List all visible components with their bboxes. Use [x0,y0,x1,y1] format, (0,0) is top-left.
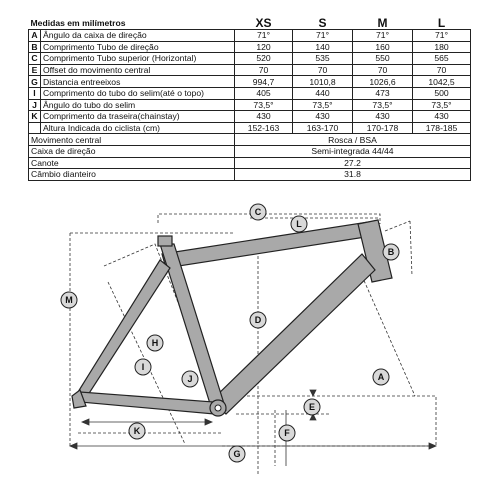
chain-stay [80,392,214,414]
row-value: 160 [353,41,413,53]
row-value: 120 [235,41,293,53]
label-a: A [377,372,385,382]
size-header-xs: XS [255,17,272,30]
row-value: 180 [413,41,471,53]
row-code [29,122,41,134]
row-value: 73,5° [235,99,293,111]
size-header-l: L [437,17,446,30]
row-value: 140 [293,41,353,53]
seat-stay [78,260,170,398]
row-code: G [29,76,41,88]
row-value: 71° [235,30,293,42]
row-value: 550 [353,53,413,65]
shared-row-value: Semi-integrada 44/44 [235,145,471,157]
label-k: K [133,426,141,436]
bottom-bracket-axle [215,405,221,411]
frame-geometry-diagram [0,196,500,481]
row-value: 440 [293,87,353,99]
table-row-shared [29,157,471,169]
table-row-shared [29,169,471,181]
row-value: 430 [413,111,471,123]
shared-row-label: Canote [29,157,235,169]
row-value: 70 [353,64,413,76]
row-label: Offset do movimento central [41,64,235,76]
table-title: Medidas em milímetros [30,18,126,28]
row-code: I [29,87,41,99]
row-value: 70 [235,64,293,76]
label-i: I [141,362,145,372]
table-row [29,64,471,76]
row-value: 163-170 [293,122,353,134]
shared-row-value: 27.2 [235,157,471,169]
row-value: 535 [293,53,353,65]
geometry-table [28,17,471,181]
row-value: 73,5° [293,99,353,111]
bike-frame [72,220,392,416]
row-value: 71° [413,30,471,42]
row-value: 73,5° [413,99,471,111]
row-value: 994,7 [235,76,293,88]
size-header-m: M [377,17,388,30]
table-row [29,53,471,65]
label-m: M [65,295,73,305]
row-code: E [29,64,41,76]
table-row-shared [29,145,471,157]
row-value: 178-185 [413,122,471,134]
top-tube [162,222,372,268]
row-label: Comprimento Tubo de direção [41,41,235,53]
table-row [29,87,471,99]
row-label: Ângulo do tubo do selim [41,99,235,111]
table-header-row [29,17,471,30]
row-value: 1026,6 [353,76,413,88]
label-h: H [151,338,159,348]
table-row [29,41,471,53]
table-row [29,122,471,134]
row-label: Distancia entreeixos [41,76,235,88]
label-d: D [254,315,262,325]
size-header-s: S [318,17,327,30]
table-body [29,30,471,181]
row-value: 70 [293,64,353,76]
row-label: Comprimento do tubo do selim(até o topo) [41,87,235,99]
row-code: B [29,41,41,53]
row-code: J [29,99,41,111]
row-value: 152-163 [235,122,293,134]
label-e: E [308,402,316,412]
shared-row-label: Caixa de direção [29,145,235,157]
row-value: 430 [293,111,353,123]
row-value: 565 [413,53,471,65]
label-b: B [387,247,395,257]
table-row [29,76,471,88]
row-value: 500 [413,87,471,99]
row-value: 70 [413,64,471,76]
row-label: Altura Indicada do ciclista (cm) [41,122,235,134]
seat-tube-top [158,236,172,246]
table-row [29,111,471,123]
dimension-labels [61,204,399,462]
label-g: G [233,449,241,459]
row-value: 71° [293,30,353,42]
label-l: L [296,219,302,229]
row-value: 430 [353,111,413,123]
row-value: 1042,5 [413,76,471,88]
row-label: Ângulo da caixa de direção [41,30,235,42]
row-value: 520 [235,53,293,65]
label-j: J [187,374,193,384]
label-f: F [284,428,290,438]
shared-row-value: 31.8 [235,169,471,181]
shared-row-value: Rosca / BSA [235,134,471,146]
table-row [29,99,471,111]
row-value: 170-178 [353,122,413,134]
row-value: 71° [353,30,413,42]
shared-row-label: Câmbio dianteiro [29,169,235,181]
row-value: 473 [353,87,413,99]
row-label: Comprimento Tubo superior (Horizontal) [41,53,235,65]
row-code: K [29,111,41,123]
row-code: C [29,53,41,65]
table-row [29,30,471,42]
table-row-shared [29,134,471,146]
row-code: A [29,30,41,42]
row-value: 1010,8 [293,76,353,88]
row-label: Comprimento da traseira(chainstay) [41,111,235,123]
down-tube [212,254,375,414]
row-value: 405 [235,87,293,99]
row-value: 73,5° [353,99,413,111]
shared-row-label: Movimento central [29,134,235,146]
row-value: 430 [235,111,293,123]
label-c: C [254,207,262,217]
